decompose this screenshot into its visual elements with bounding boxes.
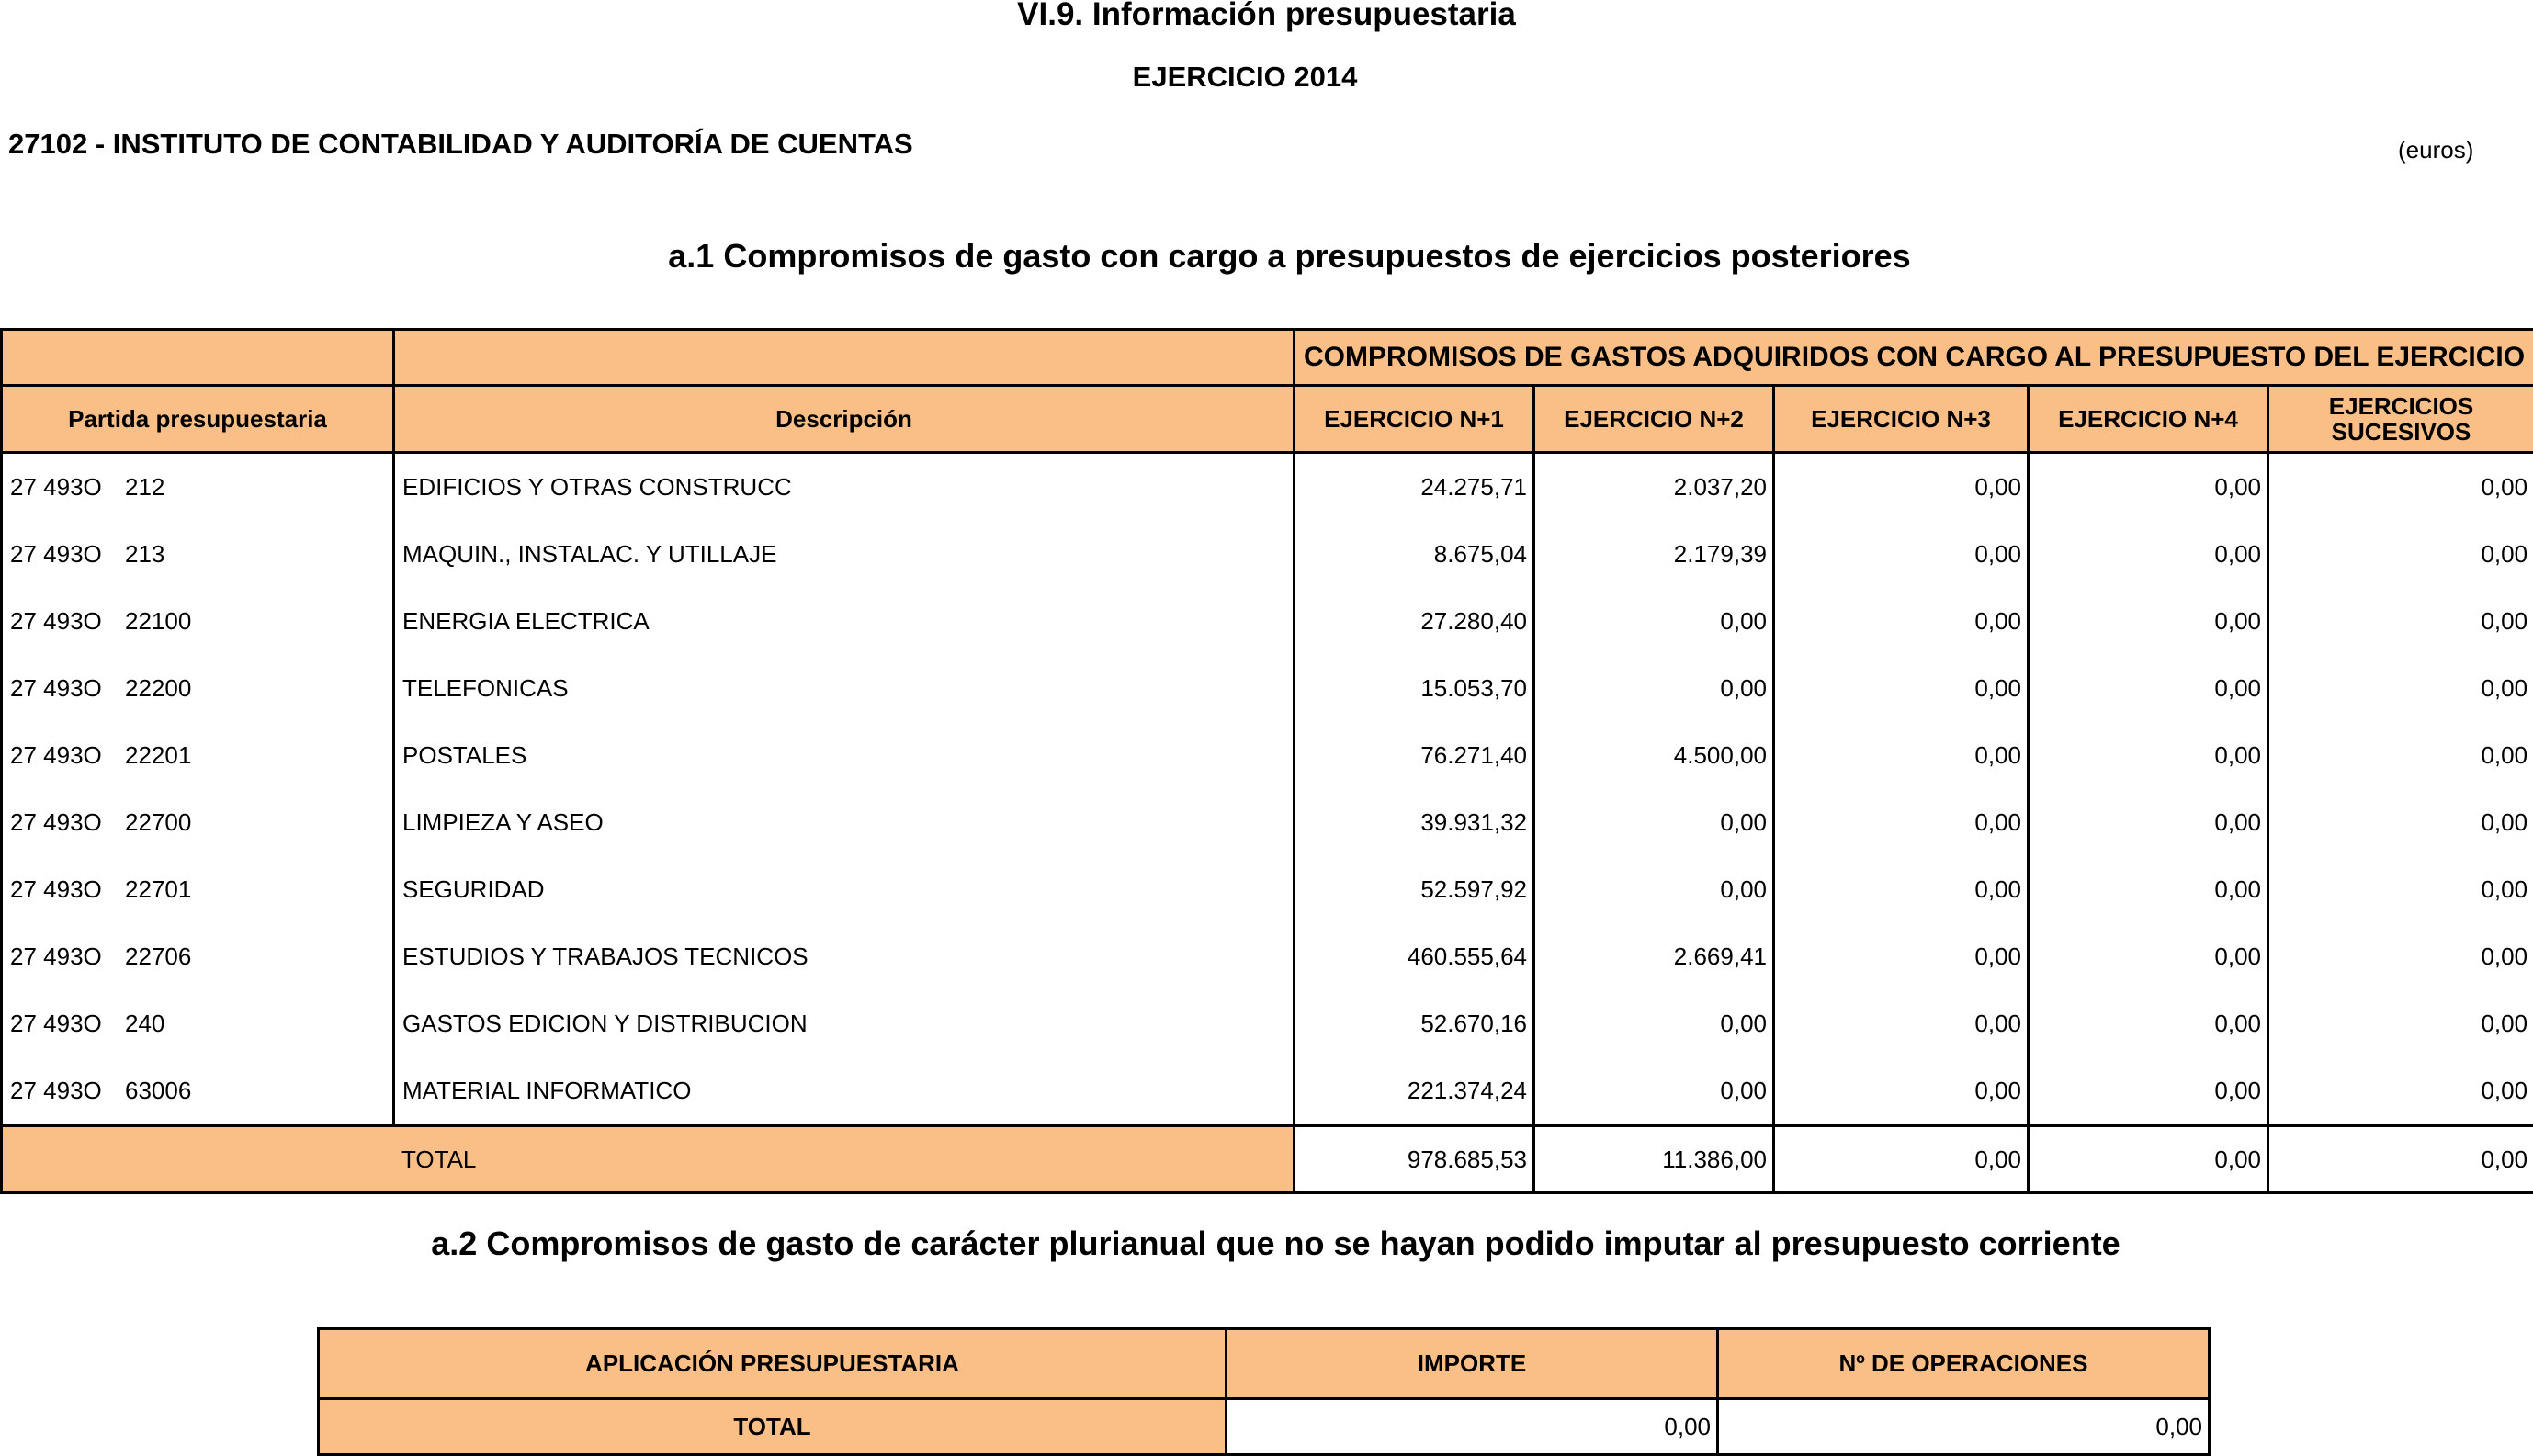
concept-code: 22100 <box>125 607 192 635</box>
col-header-n1: EJERCICIO N+1 <box>1295 386 1534 453</box>
n4-cell: 0,00 <box>2029 990 2268 1057</box>
col-header-n2: EJERCICIO N+2 <box>1534 386 1774 453</box>
table-row <box>2 1057 2533 1126</box>
concept-code: 22706 <box>125 942 192 970</box>
description-cell: TELEFONICAS <box>394 655 1295 722</box>
col-header-sucesivos <box>2268 386 2533 453</box>
org-code: 27 493O <box>10 473 102 501</box>
n3-cell: 0,00 <box>1774 521 2029 588</box>
table-header-row <box>2 386 2533 453</box>
concept-code: 63006 <box>125 1077 192 1104</box>
description-cell: LIMPIEZA Y ASEO <box>394 789 1295 856</box>
table-row <box>2 990 2533 1057</box>
concept-code: 22201 <box>125 741 192 769</box>
n3-cell: 0,00 <box>1774 856 2029 923</box>
table-row <box>2 453 2533 522</box>
n4-cell: 0,00 <box>2029 856 2268 923</box>
multiyear-table <box>317 1327 2211 1456</box>
section-a1-title: a.1 Compromisos de gasto con cargo a presupuestos de ejercicios posteriores <box>668 237 1911 275</box>
sucesivos-cell: 0,00 <box>2268 655 2533 722</box>
concept-code: 212 <box>125 473 165 501</box>
partida-cell <box>2 856 394 923</box>
n4-cell: 0,00 <box>2029 521 2268 588</box>
org-code: 27 493O <box>10 741 102 769</box>
n2-cell: 0,00 <box>1534 1057 1774 1126</box>
page-title: VI.9. Información presupuestaria <box>1017 0 1516 32</box>
table-row <box>2 789 2533 856</box>
n1-cell: 27.280,40 <box>1295 588 1534 655</box>
n1-cell: 76.271,40 <box>1295 722 1534 789</box>
description-cell: ESTUDIOS Y TRABAJOS TECNICOS <box>394 923 1295 990</box>
n1-cell: 221.374,24 <box>1295 1057 1534 1126</box>
description-cell: MAQUIN., INSTALAC. Y UTILLAJE <box>394 521 1295 588</box>
col-header-sucesivos-line2: SUCESIVOS <box>2331 418 2471 446</box>
org-code: 27 493O <box>10 875 102 903</box>
total-row <box>319 1399 2210 1455</box>
entity-name: 27102 - INSTITUTO DE CONTABILIDAD Y AUDITORÍA DE CUENTAS <box>8 128 913 160</box>
n2-cell: 2.037,20 <box>1534 453 1774 522</box>
n2-cell: 2.669,41 <box>1534 923 1774 990</box>
header-blank-cell <box>2 330 394 386</box>
partida-cell <box>2 453 394 522</box>
n2-cell: 0,00 <box>1534 588 1774 655</box>
n1-cell: 15.053,70 <box>1295 655 1534 722</box>
total-operaciones: 0,00 <box>1718 1399 2210 1455</box>
org-code: 27 493O <box>10 942 102 970</box>
col-header-sucesivos-line1: EJERCICIOS <box>2328 392 2474 420</box>
description-cell: MATERIAL INFORMATICO <box>394 1057 1295 1126</box>
table-header-group-row <box>2 330 2533 386</box>
sucesivos-cell: 0,00 <box>2268 521 2533 588</box>
org-code: 27 493O <box>10 1010 102 1037</box>
partida-cell <box>2 990 394 1057</box>
n1-cell: 52.597,92 <box>1295 856 1534 923</box>
sucesivos-cell: 0,00 <box>2268 588 2533 655</box>
n3-cell: 0,00 <box>1774 990 2029 1057</box>
sucesivos-cell: 0,00 <box>2268 923 2533 990</box>
sucesivos-cell: 0,00 <box>2268 789 2533 856</box>
n1-cell: 24.275,71 <box>1295 453 1534 522</box>
n2-cell: 0,00 <box>1534 990 1774 1057</box>
table-row <box>2 588 2533 655</box>
n4-cell: 0,00 <box>2029 1057 2268 1126</box>
n4-cell: 0,00 <box>2029 588 2268 655</box>
partida-cell <box>2 1057 394 1126</box>
concept-code: 22200 <box>125 674 192 702</box>
n2-cell: 0,00 <box>1534 856 1774 923</box>
total-n3: 0,00 <box>1774 1126 2029 1193</box>
sucesivos-cell: 0,00 <box>2268 990 2533 1057</box>
col-header-aplicacion: APLICACIÓN PRESUPUESTARIA <box>319 1329 1227 1399</box>
n1-cell: 460.555,64 <box>1295 923 1534 990</box>
total-sucesivos: 0,00 <box>2268 1126 2533 1193</box>
total-n4: 0,00 <box>2029 1126 2268 1193</box>
n3-cell: 0,00 <box>1774 923 2029 990</box>
partida-cell <box>2 923 394 990</box>
col-header-n4: EJERCICIO N+4 <box>2029 386 2268 453</box>
n4-cell: 0,00 <box>2029 722 2268 789</box>
n2-cell: 4.500,00 <box>1534 722 1774 789</box>
n4-cell: 0,00 <box>2029 789 2268 856</box>
concept-code: 22700 <box>125 808 192 836</box>
commitments-table <box>0 328 2533 1194</box>
section-a2-title: a.2 Compromisos de gasto de carácter plurianual que no se hayan podido imputar al presupuesto corriente <box>431 1225 2120 1262</box>
description-cell: EDIFICIOS Y OTRAS CONSTRUCC <box>394 453 1295 522</box>
table-row <box>2 923 2533 990</box>
col-header-operaciones: Nº DE OPERACIONES <box>1718 1329 2210 1399</box>
n4-cell: 0,00 <box>2029 923 2268 990</box>
org-code: 27 493O <box>10 607 102 635</box>
sucesivos-cell: 0,00 <box>2268 722 2533 789</box>
n2-cell: 0,00 <box>1534 655 1774 722</box>
concept-code: 213 <box>125 540 165 568</box>
description-cell: GASTOS EDICION Y DISTRIBUCION <box>394 990 1295 1057</box>
n1-cell: 8.675,04 <box>1295 521 1534 588</box>
description-cell: POSTALES <box>394 722 1295 789</box>
table-row <box>2 856 2533 923</box>
org-code: 27 493O <box>10 808 102 836</box>
n3-cell: 0,00 <box>1774 722 2029 789</box>
concept-code: 240 <box>125 1010 165 1037</box>
total-label: TOTAL <box>2 1126 1295 1193</box>
n4-cell: 0,00 <box>2029 655 2268 722</box>
col-header-importe: IMPORTE <box>1227 1329 1718 1399</box>
total-n1: 978.685,53 <box>1295 1126 1534 1193</box>
partida-cell <box>2 521 394 588</box>
n4-cell: 0,00 <box>2029 453 2268 522</box>
n3-cell: 0,00 <box>1774 453 2029 522</box>
table-row <box>2 521 2533 588</box>
org-code: 27 493O <box>10 540 102 568</box>
total-importe: 0,00 <box>1227 1399 1718 1455</box>
total-label: TOTAL <box>319 1399 1227 1455</box>
sucesivos-cell: 0,00 <box>2268 856 2533 923</box>
partida-cell <box>2 722 394 789</box>
fiscal-year: EJERCICIO 2014 <box>1132 61 1358 93</box>
table-row <box>2 655 2533 722</box>
header-blank-cell <box>394 330 1295 386</box>
sucesivos-cell: 0,00 <box>2268 1057 2533 1126</box>
total-row <box>2 1126 2533 1193</box>
description-cell: ENERGIA ELECTRICA <box>394 588 1295 655</box>
table-header-row <box>319 1329 2210 1399</box>
n1-cell: 39.931,32 <box>1295 789 1534 856</box>
sucesivos-cell: 0,00 <box>2268 453 2533 522</box>
currency-units: (euros) <box>2398 136 2474 164</box>
partida-cell <box>2 655 394 722</box>
n3-cell: 0,00 <box>1774 789 2029 856</box>
org-code: 27 493O <box>10 674 102 702</box>
description-cell: SEGURIDAD <box>394 856 1295 923</box>
n2-cell: 0,00 <box>1534 789 1774 856</box>
n3-cell: 0,00 <box>1774 1057 2029 1126</box>
partida-cell <box>2 588 394 655</box>
concept-code: 22701 <box>125 875 192 903</box>
group-header: COMPROMISOS DE GASTOS ADQUIRIDOS CON CARGO AL PRESUPUESTO DEL EJERCICIO <box>1295 330 2533 386</box>
table-row <box>2 722 2533 789</box>
col-header-partida: Partida presupuestaria <box>2 386 394 453</box>
total-n2: 11.386,00 <box>1534 1126 1774 1193</box>
org-code: 27 493O <box>10 1077 102 1104</box>
n3-cell: 0,00 <box>1774 655 2029 722</box>
n1-cell: 52.670,16 <box>1295 990 1534 1057</box>
partida-cell <box>2 789 394 856</box>
col-header-descripcion: Descripción <box>394 386 1295 453</box>
col-header-n3: EJERCICIO N+3 <box>1774 386 2029 453</box>
n2-cell: 2.179,39 <box>1534 521 1774 588</box>
n3-cell: 0,00 <box>1774 588 2029 655</box>
